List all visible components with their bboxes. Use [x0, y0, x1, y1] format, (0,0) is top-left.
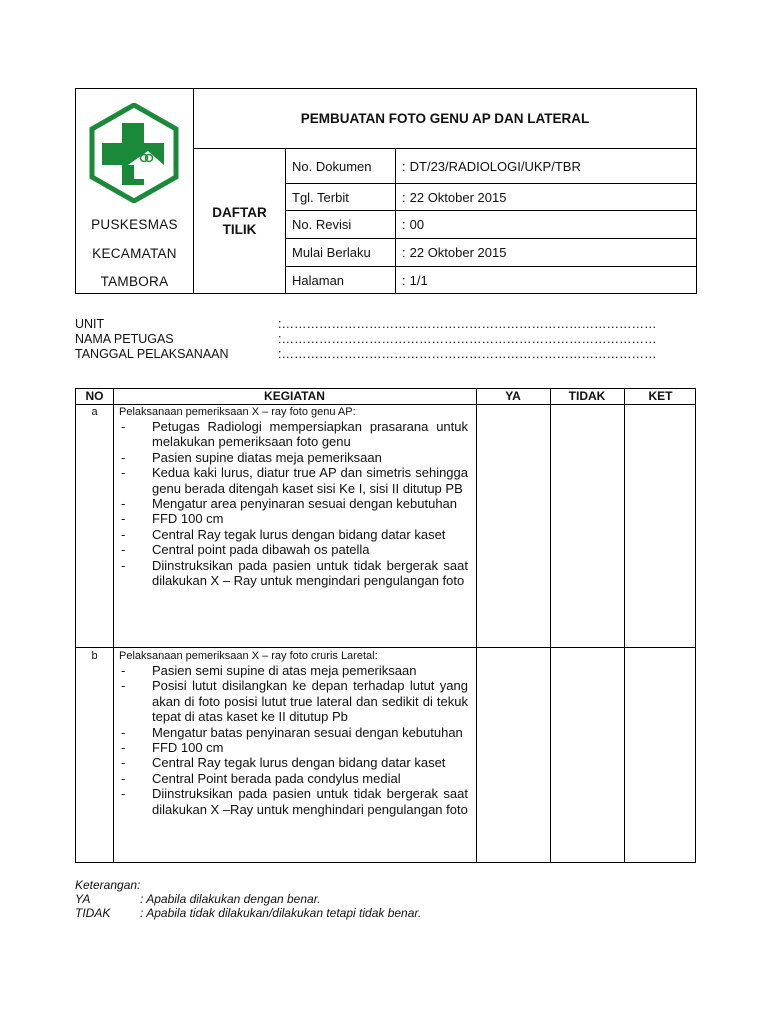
- step-item: - Mengatur area penyinaran sesuai dengan kebutuhan: [119, 496, 468, 511]
- step-item: - Petugas Radiologi mempersiapkan prasarana untuk melakukan pemeriksaan foto genu: [119, 419, 468, 450]
- step-list: [119, 663, 468, 817]
- meta-value: 1/1: [409, 272, 428, 288]
- meta-row-halaman: Halaman : 1/1: [286, 267, 696, 293]
- column-divider: [550, 389, 551, 862]
- tanggal-label: TANGGAL PELAKSANAAN: [75, 347, 229, 361]
- col-header-tidak: TIDAK: [568, 389, 606, 403]
- unit-field: [75, 317, 675, 332]
- row-divider: [76, 647, 695, 648]
- header-divider: [76, 404, 695, 405]
- step-item: - FFD 100 cm: [119, 740, 468, 755]
- tanggal-field: [75, 347, 675, 362]
- legend-ya-key: YA: [75, 892, 91, 906]
- legend-tidak-key: TIDAK: [75, 906, 111, 920]
- logo-cell: [76, 89, 194, 293]
- legend-ya-desc: : Apabila dilakukan dengan benar.: [140, 892, 321, 906]
- petugas-blank[interactable]: :………………………………………………………………………………: [278, 332, 657, 346]
- step-item: - Diinstruksikan pada pasien untuk tidak bergerak saat dilakukan X –Ray untuk menghindari pengulangan foto: [119, 786, 468, 817]
- step-item: - Diinstruksikan pada pasien untuk tidak bergerak saat dilakukan X – Ray untuk mengindari pengulangan foto: [119, 558, 468, 589]
- meta-row-berlaku: Mulai Berlaku : 22 Oktober 2015: [286, 239, 696, 267]
- step-item: - Central Ray tegak lurus dengan bidang datar kaset: [119, 527, 468, 542]
- keterangan-title: Keterangan:: [75, 878, 141, 892]
- column-divider: [624, 389, 625, 862]
- meta-key: No. Dokumen: [286, 149, 396, 183]
- puskesmas-logo-icon: [88, 103, 180, 203]
- step-item: - Kedua kaki lurus, diatur true AP dan simetris sehingga genu berada ditengah kaset sisi Ke I, sisi II ditutup PB: [119, 465, 468, 496]
- step-item: - Central point pada dibawah os patella: [119, 542, 468, 557]
- meta-key: Halaman: [286, 267, 396, 293]
- step-item: - Pasien supine diatas meja pemeriksaan: [119, 450, 468, 465]
- legend-ya: [75, 892, 575, 906]
- col-header-kegiatan: KEGIATAN: [264, 389, 325, 403]
- meta-value: 22 Oktober 2015: [409, 189, 507, 205]
- row-intro: Pelaksanaan pemeriksaan X – ray foto cruris Laretal:: [119, 650, 378, 662]
- unit-blank[interactable]: :………………………………………………………………………………: [278, 317, 657, 331]
- step-item: - Central Point berada pada condylus medial: [119, 771, 468, 786]
- petugas-label: NAMA PETUGAS: [75, 332, 174, 346]
- step-list: [119, 419, 468, 588]
- doc-type-line2: TILIK: [222, 222, 257, 237]
- step-item: - FFD 100 cm: [119, 511, 468, 526]
- step-item: - Posisi lutut disilangkan ke depan terhadap lutut yang akan di foto posisi lutut true lateral dan sedikit di tekuk tepat di atas kaset ke II ditutup Pb: [119, 678, 468, 724]
- meta-key: Mulai Berlaku: [286, 239, 396, 266]
- col-header-ket: KET: [648, 389, 673, 403]
- org-name-line1: PUSKESMAS: [91, 217, 178, 232]
- step-item: - Pasien semi supine di atas meja pemeriksaan: [119, 663, 468, 678]
- step-item: - Mengatur batas penyinaran sesuai dengan kebutuhan: [119, 725, 468, 740]
- unit-label: UNIT: [75, 317, 105, 331]
- org-name-line3: TAMBORA: [100, 274, 169, 289]
- col-header-ya: YA: [505, 389, 521, 403]
- meta-row-revisi: No. Revisi : 00: [286, 211, 696, 239]
- column-divider: [113, 389, 114, 862]
- row-number: b: [91, 650, 98, 662]
- doc-type-cell: [194, 149, 286, 293]
- document-header: [75, 88, 697, 294]
- row-number: a: [91, 406, 98, 418]
- meta-key: No. Revisi: [286, 211, 396, 238]
- col-header-no: NO: [85, 389, 104, 403]
- meta-row-dokumen: No. Dokumen : DT/23/RADIOLOGI/UKP/TBR: [286, 149, 696, 184]
- document-title: PEMBUATAN FOTO GENU AP DAN LATERAL: [300, 111, 590, 126]
- meta-row-terbit: Tgl. Terbit : 22 Oktober 2015: [286, 184, 696, 211]
- row-intro: Pelaksanaan pemeriksaan X – ray foto genu AP:: [119, 406, 356, 418]
- doc-type-line1: DAFTAR: [212, 205, 267, 220]
- meta-value: 22 Oktober 2015: [409, 245, 507, 260]
- meta-key: Tgl. Terbit: [286, 184, 396, 210]
- column-divider: [476, 389, 477, 862]
- legend-tidak-desc: : Apabila tidak dilakukan/dilakukan tetapi tidak benar.: [140, 906, 422, 920]
- legend-tidak: [75, 906, 575, 920]
- meta-value: DT/23/RADIOLOGI/UKP/TBR: [409, 158, 581, 174]
- step-item: - Central Ray tegak lurus dengan bidang datar kaset: [119, 755, 468, 770]
- petugas-field: [75, 332, 675, 347]
- tanggal-blank[interactable]: :………………………………………………………………………………: [278, 347, 657, 361]
- document-title-cell: [194, 89, 696, 149]
- org-name-line2: KECAMATAN: [92, 246, 177, 261]
- checklist-table: [75, 388, 696, 863]
- meta-value: 00: [409, 217, 425, 232]
